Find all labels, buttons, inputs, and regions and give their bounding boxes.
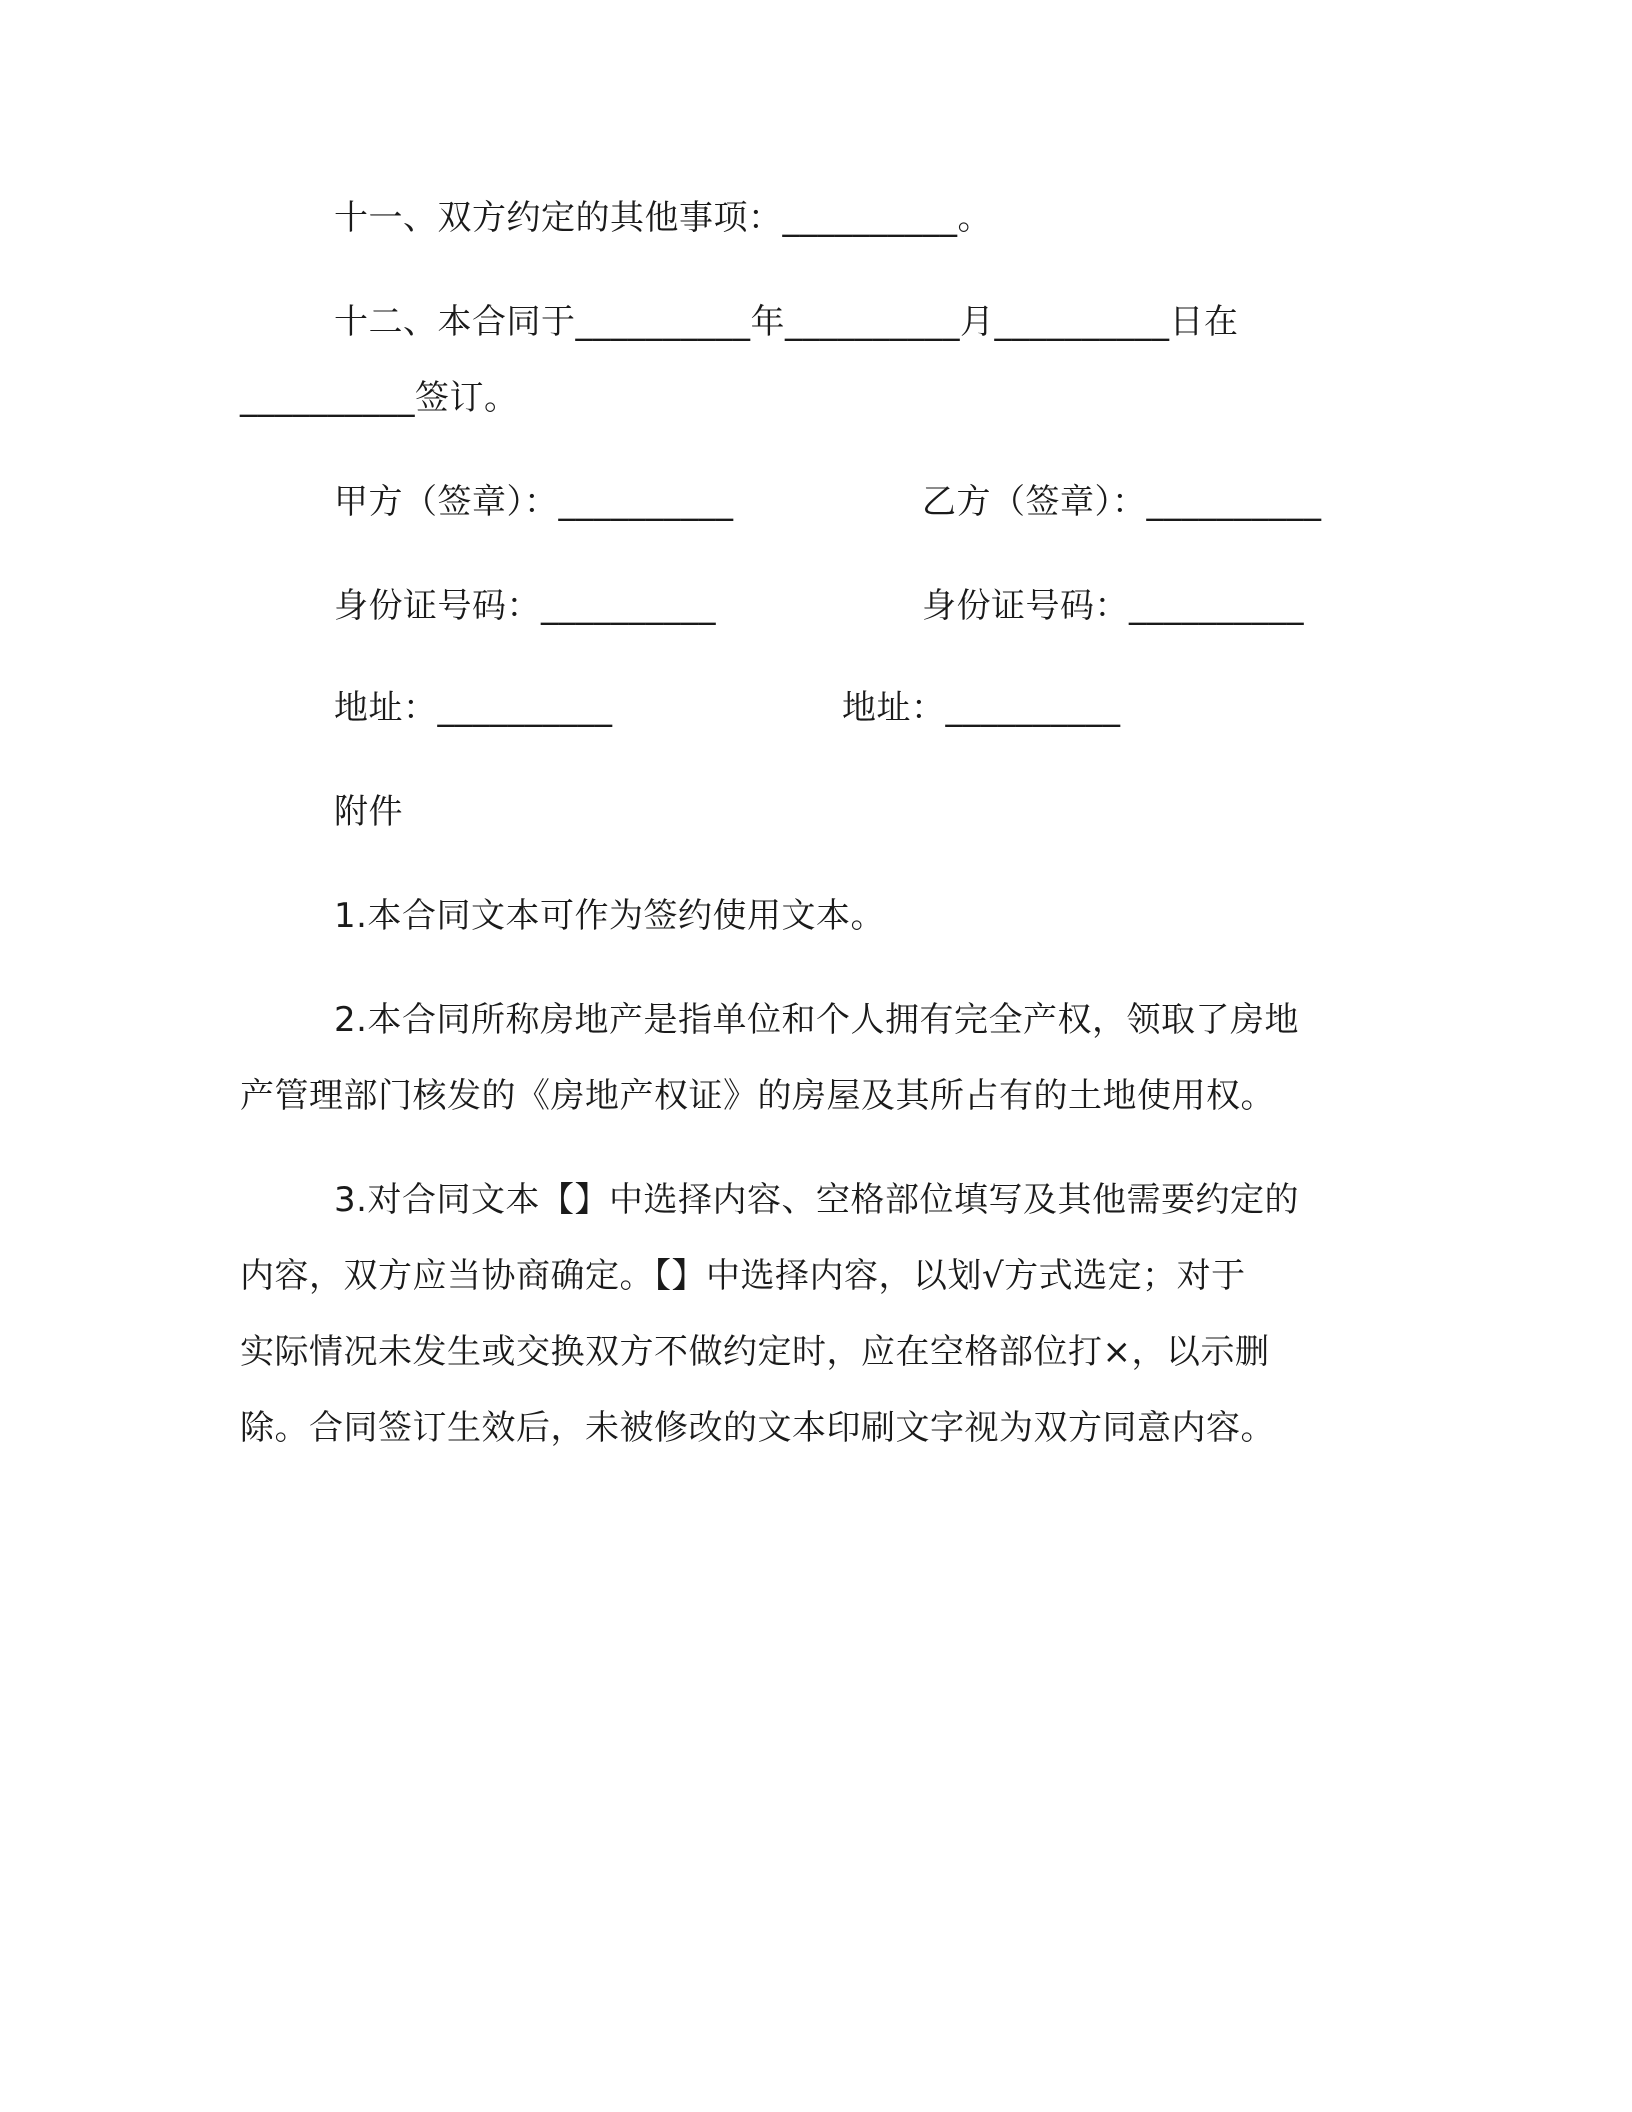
party-a-signature: 甲方（签章）：__________ [334, 482, 734, 522]
party-a-address: 地址：__________ [334, 688, 613, 728]
party-b-signature: 乙方（签章）：__________ [922, 482, 1322, 522]
appendix-item-3-line-2: 内容，双方应当协商确定。【】中选择内容，以划√方式选定；对于 [240, 1256, 1246, 1296]
party-b-address: 地址：__________ [842, 688, 1121, 728]
appendix-item-2-line-1: 2.本合同所称房地产是指单位和个人拥有完全产权，领取了房地 [334, 1000, 1299, 1040]
appendix-item-3-line-4: 除。合同签订生效后，未被修改的文本印刷文字视为双方同意内容。 [240, 1408, 1275, 1448]
clause-12-line-2: __________签订。 [240, 378, 519, 418]
appendix-item-3-line-1: 3.对合同文本【】中选择内容、空格部位填写及其他需要约定的 [334, 1180, 1299, 1220]
party-a-id-number: 身份证号码：__________ [334, 586, 716, 626]
appendix-heading: 附件 [334, 792, 403, 832]
clause-12-line-1: 十二、本合同于__________年__________月__________日在 [334, 302, 1239, 342]
clause-11: 十一、双方约定的其他事项：__________。 [334, 198, 992, 238]
party-b-id-number: 身份证号码：__________ [922, 586, 1304, 626]
appendix-item-2-line-2: 产管理部门核发的《房地产权证》的房屋及其所占有的土地使用权。 [240, 1076, 1275, 1116]
appendix-item-3-line-3: 实际情况未发生或交换双方不做约定时，应在空格部位打×，以示删 [240, 1332, 1270, 1372]
appendix-item-1: 1.本合同文本可作为签约使用文本。 [334, 896, 885, 936]
